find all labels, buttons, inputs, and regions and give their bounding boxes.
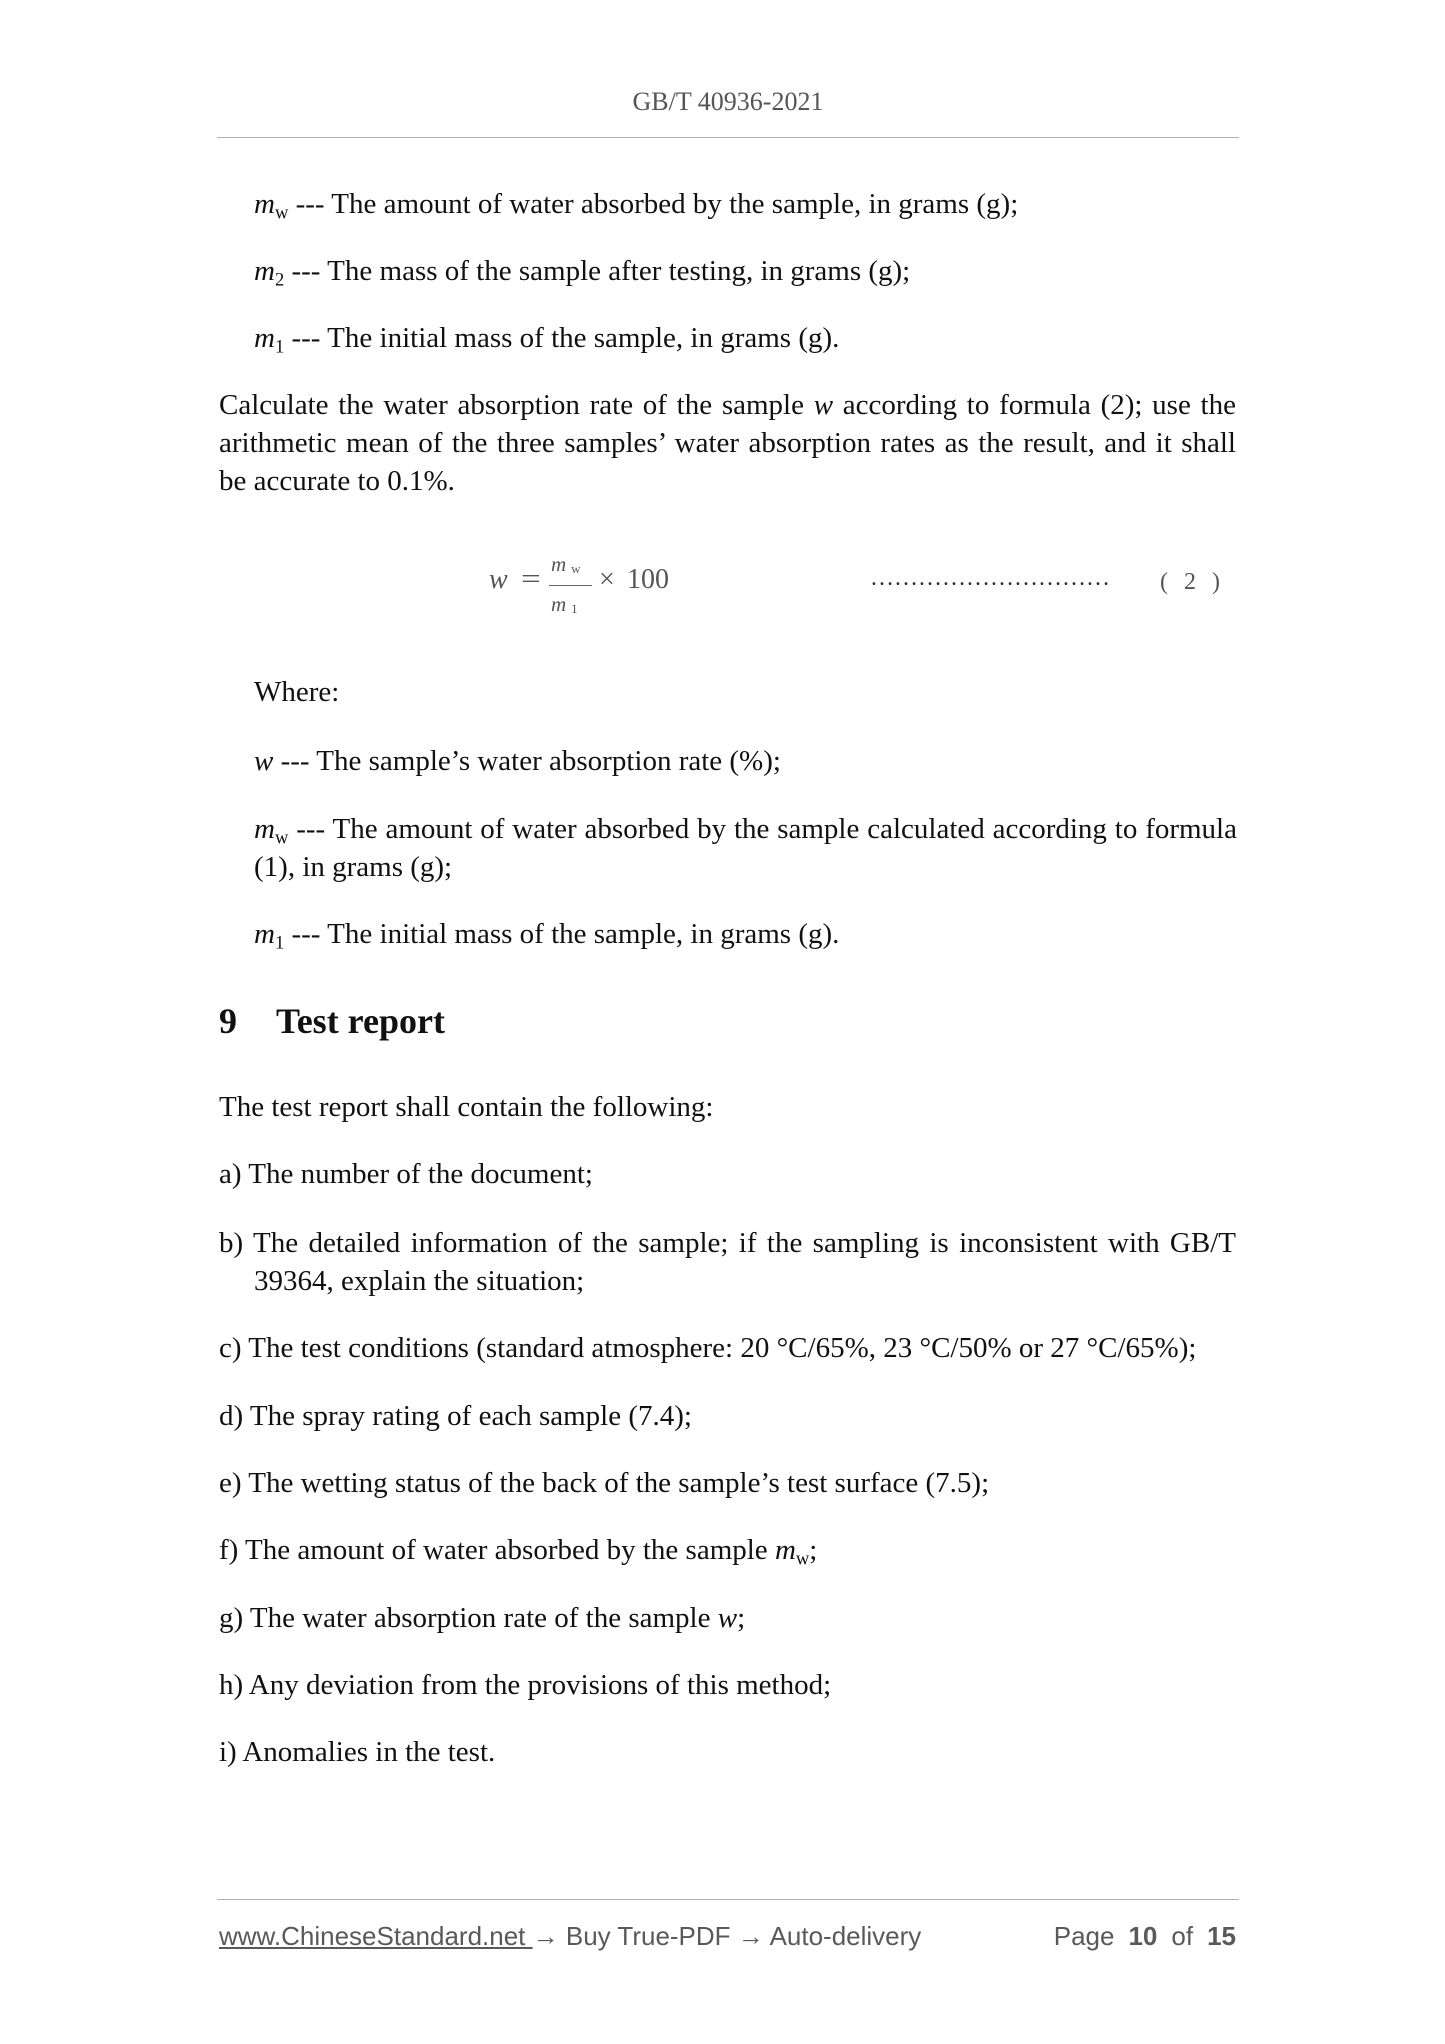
footer-rule (217, 1899, 1239, 1900)
fraction-bar (549, 585, 592, 586)
list-item-a: a) The number of the document; (219, 1158, 593, 1190)
symbol-m: m (551, 592, 567, 616)
formula-equals (521, 564, 541, 596)
symbol-subscript: w (274, 202, 289, 224)
symbol-w: w (717, 1602, 738, 1634)
definition-text: --- The amount of water absorbed by the sample calculated according to formula (288, 813, 1237, 845)
definition-text: --- The initial mass of the sample, in grams (g). (284, 918, 840, 950)
definition-m1 (254, 319, 839, 357)
definition-m2 (254, 252, 910, 290)
list-item-e: e) The wetting status of the back of the sample’s test surface (7.5); (219, 1467, 990, 1499)
symbol-m: m (254, 813, 275, 845)
calculation-paragraph-line-3: be accurate to 0.1%. (219, 465, 455, 497)
footer-promo-text: → Buy True-PDF → Auto-delivery (532, 1921, 922, 1951)
page-label: Page (1053, 1921, 1115, 1951)
list-item-b-continuation: 39364, explain the situation; (254, 1265, 585, 1297)
list-item-text: ; (737, 1602, 746, 1634)
calculation-paragraph-line-1 (219, 386, 1236, 424)
symbol-subscript: 1 (571, 600, 578, 616)
formula-factor: 100 (627, 564, 669, 595)
list-item-g (219, 1599, 745, 1637)
paragraph-text: Calculate the water absorption rate of the sample (219, 389, 814, 421)
definition-mw-formula-1 (254, 810, 1237, 848)
symbol-w: w (254, 745, 274, 777)
section-title: Test report (276, 1001, 445, 1041)
symbol-m: m (551, 552, 567, 576)
definition-text: --- The sample’s water absorption rate (%); (273, 745, 781, 777)
definition-text: --- The initial mass of the sample, in grams (g). (284, 322, 840, 354)
equals-sign: = (521, 564, 541, 595)
page-header-standard-number: GB/T 40936-2021 (632, 87, 824, 116)
list-item-i: i) Anomalies in the test. (219, 1736, 496, 1768)
symbol-m: m (254, 918, 275, 950)
footer-promo (219, 1919, 921, 1953)
symbol-m: m (254, 188, 275, 220)
symbol-subscript: w (795, 1548, 810, 1570)
where-label: Where: (254, 676, 340, 708)
list-item-h: h) Any deviation from the provisions of this method; (219, 1669, 832, 1701)
formula-numerator (551, 552, 581, 576)
definition-m1 (254, 915, 839, 953)
definition-mw (254, 185, 1018, 223)
section-number: 9 (219, 1001, 237, 1041)
list-item-text: g) The water absorption rate of the sample (219, 1602, 718, 1634)
symbol-m: m (254, 322, 275, 354)
symbol-subscript: 1 (274, 932, 285, 954)
list-item-d: d) The spray rating of each sample (7.4); (219, 1400, 692, 1432)
symbol-subscript: w (571, 560, 581, 576)
formula-denominator (551, 592, 578, 616)
symbol-w: w (813, 389, 834, 421)
list-item-f (219, 1531, 817, 1569)
definition-text: --- The amount of water absorbed by the sample, in grams (g); (288, 188, 1019, 220)
list-item-text: f) The amount of water absorbed by the sample (219, 1534, 775, 1566)
formula-dot-leader: ………………………… (870, 565, 1110, 591)
symbol-subscript: 2 (274, 269, 285, 291)
paragraph-text: according to formula (2); use the (833, 389, 1236, 421)
definition-text: --- The mass of the sample after testing, in grams (g); (284, 255, 911, 287)
symbol-subscript: 1 (274, 336, 285, 358)
list-item-text: ; (809, 1534, 818, 1566)
calculation-paragraph-line-2: arithmetic mean of the three samples’ water absorption rates as the result, and it shall (219, 427, 1236, 459)
footer-page-indicator (1054, 1919, 1236, 1953)
symbol-subscript: w (274, 827, 289, 849)
page-of-label: of (1171, 1921, 1194, 1951)
footer-website-link[interactable]: www.ChineseStandard.net (219, 1921, 533, 1951)
header-rule (217, 137, 1239, 138)
formula-times: × (599, 564, 615, 595)
definition-mw-continuation: (1), in grams (g); (254, 851, 453, 883)
page-current: 10 (1128, 1921, 1158, 1951)
list-item-b: b) The detailed information of the sample; if the sampling is inconsistent with GB/T (219, 1227, 1236, 1259)
formula-number-label: ( 2 ) (1160, 569, 1225, 595)
symbol-m: m (774, 1534, 796, 1566)
section-intro: The test report shall contain the following: (219, 1091, 714, 1123)
definition-w (254, 742, 781, 780)
page-total: 15 (1207, 1921, 1236, 1951)
symbol-m: m (254, 255, 275, 287)
formula-lhs: w (489, 564, 508, 595)
list-item-c: c) The test conditions (standard atmosphere: 20 °C/65%, 23 °C/50% or 27 °C/65%); (219, 1332, 1197, 1364)
